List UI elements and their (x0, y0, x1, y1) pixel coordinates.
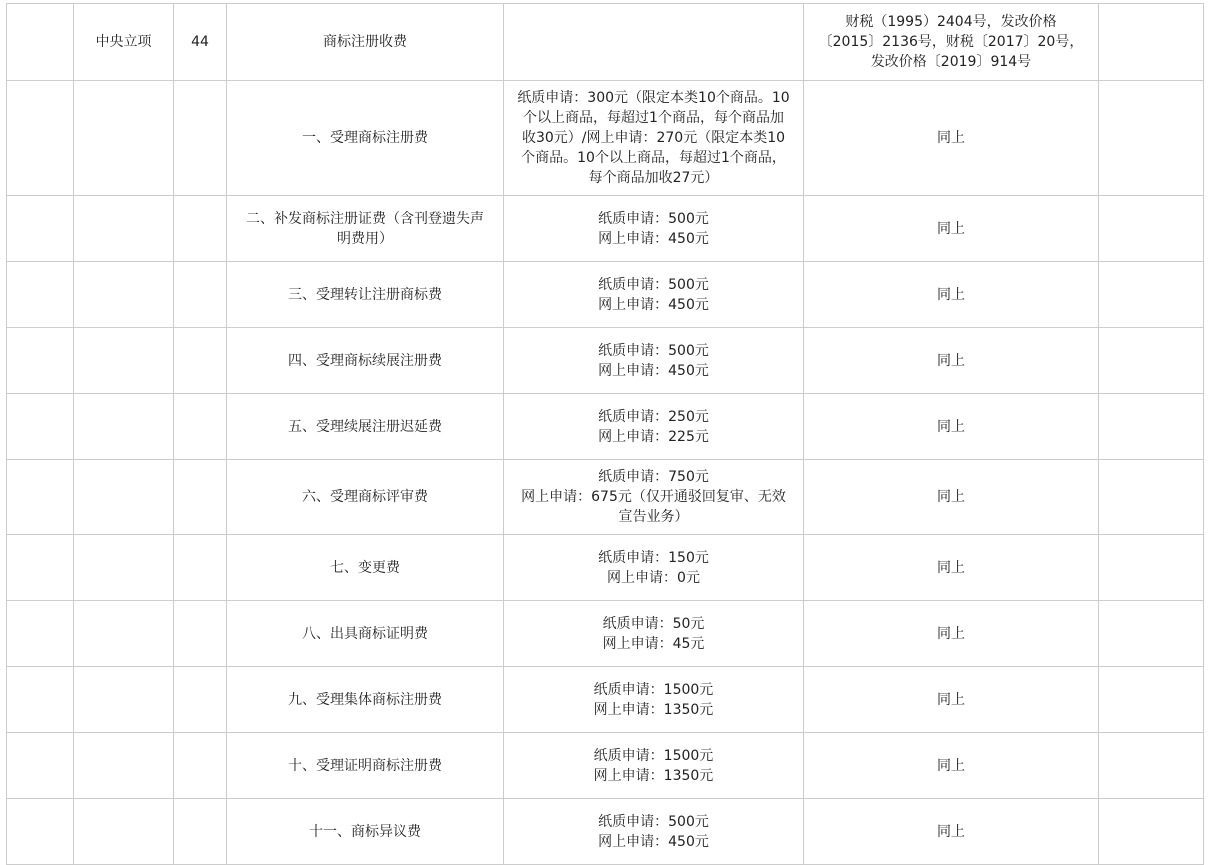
project-category-cell: 中央立项 (74, 4, 174, 81)
table-cell (7, 394, 74, 460)
table-cell (7, 601, 74, 667)
policy-basis-cell: 同上 (804, 799, 1099, 865)
table-cell (7, 328, 74, 394)
table-row (7, 733, 1204, 799)
policy-basis-cell: 同上 (804, 460, 1099, 535)
fee-standard-cell: 纸质申请：300元（限定本类10个商品。10 个以上商品，每超过1个商品，每个商品加 收30元）/网上申请：270元（限定本类10 个商品。10个以上商品，每超过1个商品， 每个商品加收27元） (504, 81, 804, 196)
table-cell (74, 196, 174, 262)
fee-standard-cell: 纸质申请：1500元 网上申请：1350元 (504, 733, 804, 799)
table-cell (74, 328, 174, 394)
table-cell (74, 262, 174, 328)
policy-basis-cell: 同上 (804, 81, 1099, 196)
table-cell (174, 667, 227, 733)
fee-name-cell: 六、受理商标评审费 (227, 460, 504, 535)
policy-basis-cell: 同上 (804, 196, 1099, 262)
fee-standard-cell: 纸质申请：50元 网上申请：45元 (504, 601, 804, 667)
table-cell (7, 262, 74, 328)
policy-basis-cell: 同上 (804, 535, 1099, 601)
table-cell (7, 535, 74, 601)
fee-name-cell: 商标注册收费 (227, 4, 504, 81)
table-row (7, 799, 1204, 865)
table-cell (1099, 460, 1204, 535)
table-cell (174, 328, 227, 394)
policy-basis-cell: 同上 (804, 328, 1099, 394)
table-cell (74, 733, 174, 799)
fee-standard-cell: 纸质申请：500元 网上申请：450元 (504, 328, 804, 394)
table-cell (174, 196, 227, 262)
table-row (7, 667, 1204, 733)
fee-name-cell: 一、受理商标注册费 (227, 81, 504, 196)
table-row (7, 262, 1204, 328)
fee-standard-cell: 纸质申请：150元 网上申请：0元 (504, 535, 804, 601)
table-cell (1099, 733, 1204, 799)
fee-name-cell: 八、出具商标证明费 (227, 601, 504, 667)
table-cell (1099, 667, 1204, 733)
table-cell (74, 667, 174, 733)
table-row (7, 460, 1204, 535)
table-cell (174, 262, 227, 328)
table-cell (1099, 81, 1204, 196)
fee-name-cell: 三、受理转让注册商标费 (227, 262, 504, 328)
table-cell (74, 799, 174, 865)
fee-table-body (7, 4, 1204, 865)
table-row (7, 601, 1204, 667)
policy-basis-cell: 财税（1995）2404号，发改价格 〔2015〕2136号，财税〔2017〕20号， 发改价格〔2019〕914号 (804, 4, 1099, 81)
table-cell (1099, 601, 1204, 667)
table-cell (7, 81, 74, 196)
table-cell (7, 4, 74, 81)
table-cell (1099, 328, 1204, 394)
table-cell (1099, 4, 1204, 81)
fee-standard-cell: 纸质申请：1500元 网上申请：1350元 (504, 667, 804, 733)
fee-name-cell: 四、受理商标续展注册费 (227, 328, 504, 394)
policy-basis-cell: 同上 (804, 262, 1099, 328)
table-row (7, 394, 1204, 460)
table-cell (74, 601, 174, 667)
table-cell (1099, 799, 1204, 865)
table-row (7, 196, 1204, 262)
table-cell (74, 460, 174, 535)
fee-name-cell: 十、受理证明商标注册费 (227, 733, 504, 799)
table-cell (174, 535, 227, 601)
table-cell (74, 535, 174, 601)
table-cell (174, 799, 227, 865)
table-cell (1099, 262, 1204, 328)
table-cell (174, 394, 227, 460)
table-cell (174, 460, 227, 535)
policy-basis-cell: 同上 (804, 394, 1099, 460)
policy-basis-cell: 同上 (804, 733, 1099, 799)
table-cell (1099, 535, 1204, 601)
fee-name-cell: 七、变更费 (227, 535, 504, 601)
fee-standard-cell: 纸质申请：500元 网上申请：450元 (504, 262, 804, 328)
fee-standard-cell: 纸质申请：500元 网上申请：450元 (504, 196, 804, 262)
table-row (7, 81, 1204, 196)
table-cell (7, 799, 74, 865)
fee-table (6, 3, 1204, 865)
table-cell (7, 667, 74, 733)
table-cell (174, 733, 227, 799)
table-row (7, 535, 1204, 601)
table-cell (1099, 196, 1204, 262)
fee-standard-cell (504, 4, 804, 81)
fee-name-cell: 九、受理集体商标注册费 (227, 667, 504, 733)
table-cell (74, 394, 174, 460)
table-row (7, 328, 1204, 394)
table-cell (174, 601, 227, 667)
policy-basis-cell: 同上 (804, 601, 1099, 667)
table-row (7, 4, 1204, 81)
item-number-cell: 44 (174, 4, 227, 81)
table-cell (7, 460, 74, 535)
table-cell (74, 81, 174, 196)
table-cell (7, 196, 74, 262)
table-cell (7, 733, 74, 799)
fee-standard-cell: 纸质申请：250元 网上申请：225元 (504, 394, 804, 460)
fee-standard-cell: 纸质申请：500元 网上申请：450元 (504, 799, 804, 865)
table-cell (1099, 394, 1204, 460)
fee-name-cell: 十一、商标异议费 (227, 799, 504, 865)
fee-standard-cell: 纸质申请：750元 网上申请：675元（仅开通驳回复审、无效 宣告业务） (504, 460, 804, 535)
policy-basis-cell: 同上 (804, 667, 1099, 733)
fee-name-cell: 五、受理续展注册迟延费 (227, 394, 504, 460)
table-cell (174, 81, 227, 196)
fee-name-cell: 二、补发商标注册证费（含刊登遗失声 明费用） (227, 196, 504, 262)
